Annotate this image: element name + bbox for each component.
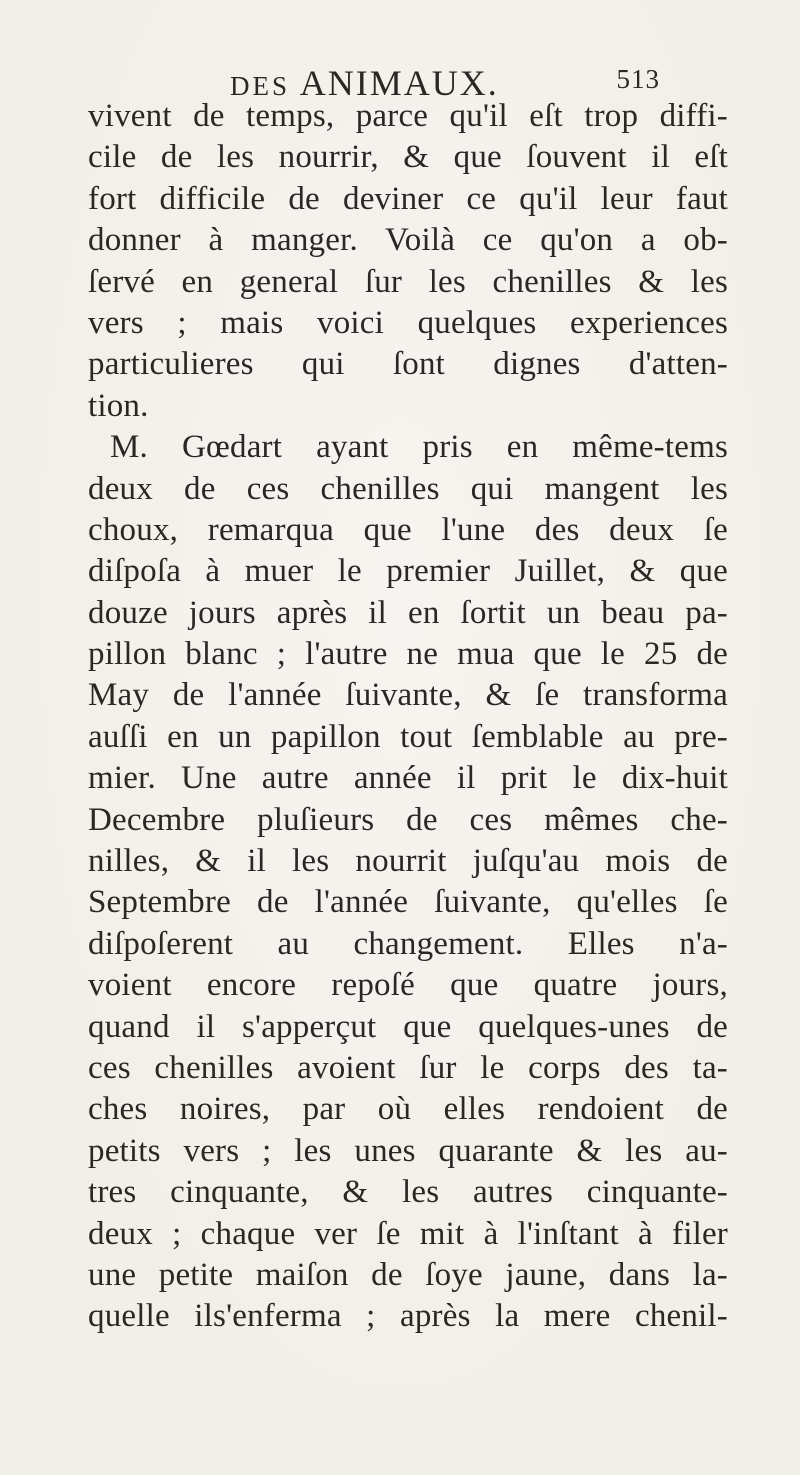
running-head [230,62,660,103]
text-line: vivent de temps, parce qu'il eſt trop diffi- [88,98,728,134]
text-line: nilles, & il les nourrit juſqu'au mois de [88,843,728,880]
text-line: donner à manger. Voilà ce qu'on a ob- [88,222,728,259]
text-line: auſſi en un papillon tout ſemblable au pre- [88,718,728,755]
running-title-prefix: DES [230,71,300,101]
text-line: particulieres qui ſont dignes d'atten- [88,346,728,383]
text-line: tion. [88,387,149,424]
text-line: une petite maiſon de ſoye jaune, dans la- [88,1256,728,1293]
text-line: tres cinquante, & les autres cinquante- [88,1174,728,1211]
text-line: vers ; mais voici quelques experiences [88,304,728,341]
running-title-main: ANIMAUX. [299,63,499,103]
text-line: Septembre de l'année ſuivante, qu'elles ſe [88,884,728,921]
text-line: quelle ils'enferma ; après la mere chenil- [88,1298,728,1335]
text-line: diſpoſa à muer le premier Juillet, & que [88,553,728,590]
text-line: ſervé en general ſur les chenilles & les [88,263,728,300]
text-line: ces chenilles avoient ſur le corps des ta- [88,1049,728,1086]
text-line: May de l'année ſuivante, & ſe transforma [88,677,728,714]
text-line: Decembre pluſieurs de ces mêmes che- [88,801,728,838]
text-line: quand il s'apperçut que quelques-unes de [88,1008,728,1045]
text-line: petits vers ; les unes quarante & les au- [88,1132,728,1169]
text-line: ches noires, par où elles rendoient de [88,1091,728,1128]
text-line: diſpoſerent au changement. Elles n'a- [88,925,728,962]
body-text [88,96,728,1338]
text-line: fort difficile de deviner ce qu'il leur faut [88,180,728,217]
text-line: M. Gœdart ayant pris en même-tems [110,429,728,466]
text-line: choux, remarqua que l'une des deux ſe [88,511,728,548]
text-line: cile de les nourrir, & que ſouvent il eſt [88,139,728,176]
text-line: pillon blanc ; l'autre ne mua que le 25 de [88,636,728,673]
text-line: voient encore repoſé que quatre jours, [88,967,728,1004]
text-line: mier. Une autre année il prit le dix-huit [88,760,728,797]
text-line: deux ; chaque ver ſe mit à l'inſtant à filer [88,1215,728,1252]
text-line: douze jours après il en ſortit un beau pa- [88,594,728,631]
text-line: deux de ces chenilles qui mangent les [88,470,728,507]
page-number: 513 [616,64,660,94]
